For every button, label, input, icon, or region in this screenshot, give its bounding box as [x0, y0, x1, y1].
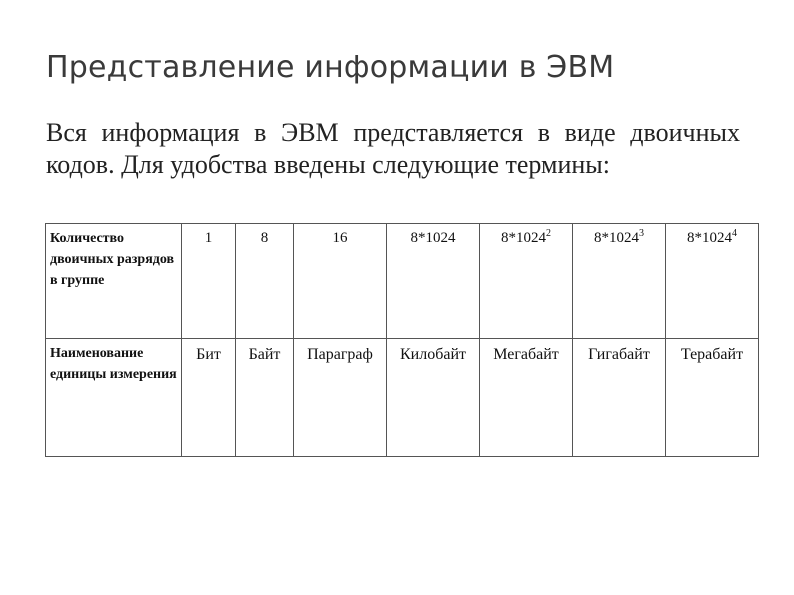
unit-cell: Килобайт [387, 339, 480, 457]
units-row-header: Наименование единицы измерения [46, 339, 182, 457]
bits-cell: 8*1024 [387, 224, 480, 339]
bits-cell: 16 [294, 224, 387, 339]
unit-cell: Мегабайт [480, 339, 573, 457]
unit-cell: Бит [182, 339, 236, 457]
unit-cell: Байт [236, 339, 294, 457]
bits-cell: 8*1024$^3$ [573, 224, 666, 339]
unit-cell: Гигабайт [573, 339, 666, 457]
bits-cell: 8*1024$^4$ [666, 224, 759, 339]
units-table [45, 223, 759, 457]
units-row [46, 339, 759, 457]
unit-cell: Параграф [294, 339, 387, 457]
unit-cell: Терабайт [666, 339, 759, 457]
bits-cell: 8*1024$^2$ [480, 224, 573, 339]
slide-title: Представление информации в ЭВМ [46, 50, 615, 85]
bits-cell: 1 [182, 224, 236, 339]
bits-row-header: Количество двоичных разрядов в группе [46, 224, 182, 339]
bits-row [46, 224, 759, 339]
intro-text: Вся информация в ЭВМ представляется в виде двоичных кодов. Для удобства введены следующие термины: [46, 118, 740, 179]
bits-cell: 8 [236, 224, 294, 339]
